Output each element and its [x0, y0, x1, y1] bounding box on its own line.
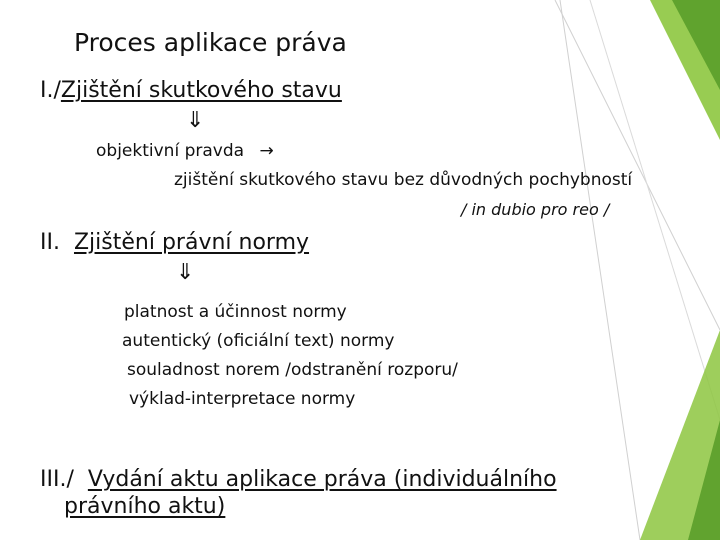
slide-title: Proces aplikace práva [74, 28, 347, 57]
section2-heading [40, 232, 309, 254]
section2-item: autentický (oficiální text) normy [122, 331, 395, 351]
right-arrow-icon: → [259, 141, 274, 161]
section3-heading-line1: Vydání aktu aplikace práva (individuálního [87, 467, 557, 492]
decor-line [560, 0, 640, 540]
section2-item: výklad-interpretace normy [129, 389, 356, 409]
section1-line1 [96, 143, 274, 160]
section2-item: platnost a účinnost normy [124, 302, 347, 322]
section2-heading-text: Zjištění právní normy [73, 230, 310, 255]
objective-truth-label: objektivní pravda [96, 141, 245, 161]
down-arrow-icon: ⇓ [176, 260, 195, 285]
section1-heading [40, 80, 342, 102]
section1-line3: / in dubio pro reo / [461, 200, 610, 219]
section1-heading-text: Zjištění skutkového stavu [60, 78, 342, 103]
down-arrow-icon: ⇓ [186, 108, 205, 133]
section2-number: II. [40, 230, 60, 255]
section2-item: souladnost norem /odstranění rozporu/ [127, 360, 458, 380]
section1-number: I./ [40, 78, 61, 103]
section3-number: III./ [40, 467, 74, 492]
section3-heading-line2: právního aktu) [64, 494, 226, 519]
section1-line2: zjištění skutkového stavu bez důvodných pochybností [174, 170, 633, 190]
section3-heading [40, 469, 557, 491]
